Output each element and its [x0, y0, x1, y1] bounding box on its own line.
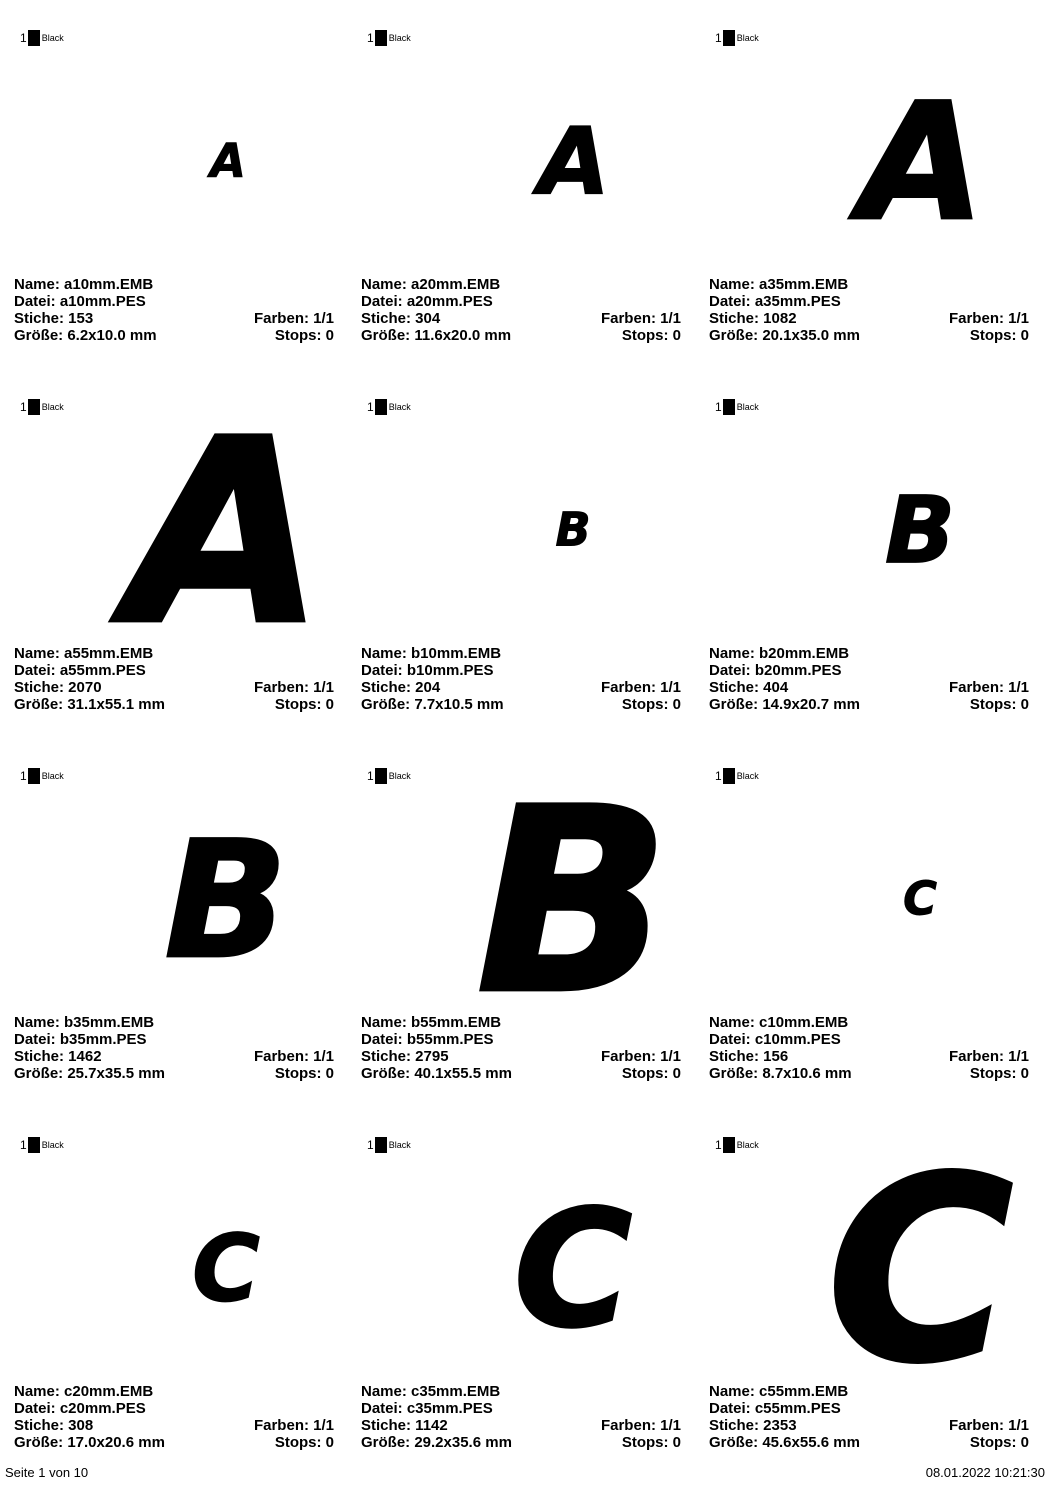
thread-name: Black: [388, 402, 411, 412]
stop-count: Stops: 0: [274, 696, 334, 713]
thread-number: 1: [20, 31, 27, 45]
embroidery-preview: [695, 738, 1043, 1008]
design-file: Datei: b20mm.PES: [709, 662, 842, 679]
embroidery-preview: [347, 738, 695, 1008]
embroidery-letter: C: [903, 871, 937, 926]
design-name: Name: a20mm.EMB: [361, 276, 501, 293]
thread-name: Black: [388, 33, 411, 43]
embroidery-preview: [695, 1107, 1043, 1377]
embroidery-letter: B: [555, 502, 591, 557]
design-name: Name: c35mm.EMB: [361, 1383, 501, 1400]
design-card: [695, 1107, 1043, 1476]
design-card: [695, 738, 1043, 1107]
design-card: [0, 0, 348, 369]
embroidery-letter: A: [538, 108, 610, 216]
print-timestamp: 08.01.2022 10:21:30: [925, 1465, 1045, 1480]
design-info: [361, 276, 681, 344]
embroidery-preview: [695, 0, 1043, 270]
design-size: Größe: 6.2x10.0 mm: [14, 327, 157, 344]
stop-count: Stops: 0: [969, 1434, 1029, 1451]
design-size: Größe: 20.1x35.0 mm: [709, 327, 860, 344]
design-name: Name: b20mm.EMB: [709, 645, 850, 662]
design-file: Datei: c20mm.PES: [14, 1400, 146, 1417]
design-file: Datei: b55mm.PES: [361, 1031, 494, 1048]
design-card: [695, 369, 1043, 738]
design-name: Name: b35mm.EMB: [14, 1014, 155, 1031]
stop-count: Stops: 0: [621, 696, 681, 713]
embroidery-preview: [695, 369, 1043, 639]
design-info: [14, 1383, 334, 1451]
design-size: Größe: 11.6x20.0 mm: [361, 327, 512, 344]
embroidery-letter: A: [210, 133, 246, 188]
design-size: Größe: 40.1x55.5 mm: [361, 1065, 512, 1082]
thread-number: 1: [367, 769, 374, 783]
design-size: Größe: 31.1x55.1 mm: [14, 696, 165, 713]
color-count: Farben: 1/1: [948, 1048, 1029, 1065]
design-card: [0, 369, 348, 738]
design-name: Name: a55mm.EMB: [14, 645, 154, 662]
thread-name: Black: [736, 771, 759, 781]
design-name: Name: a10mm.EMB: [14, 276, 154, 293]
stitch-count: Stiche: 153: [14, 310, 94, 327]
design-name: Name: b10mm.EMB: [361, 645, 502, 662]
design-file: Datei: c10mm.PES: [709, 1031, 841, 1048]
stitch-count: Stiche: 2353: [709, 1417, 797, 1434]
thread-number: 1: [715, 769, 722, 783]
stitch-count: Stiche: 404: [709, 679, 789, 696]
design-info: [709, 1383, 1029, 1451]
design-name: Name: b55mm.EMB: [361, 1014, 502, 1031]
design-size: Größe: 25.7x35.5 mm: [14, 1065, 165, 1082]
embroidery-letter: C: [192, 1215, 260, 1323]
embroidery-letter: A: [128, 385, 324, 639]
design-name: Name: c20mm.EMB: [14, 1383, 154, 1400]
thread-name: Black: [388, 771, 411, 781]
design-card: [0, 1107, 348, 1476]
design-card: [347, 1107, 695, 1476]
design-size: Größe: 29.2x35.6 mm: [361, 1434, 512, 1451]
thread-name: Black: [41, 1140, 64, 1150]
design-info: [14, 1014, 334, 1082]
color-count: Farben: 1/1: [253, 310, 334, 327]
stop-count: Stops: 0: [274, 1434, 334, 1451]
design-file: Datei: b10mm.PES: [361, 662, 494, 679]
thread-number: 1: [20, 769, 27, 783]
design-info: [361, 645, 681, 713]
design-size: Größe: 8.7x10.6 mm: [709, 1065, 852, 1082]
thread-number: 1: [715, 1138, 722, 1152]
stitch-count: Stiche: 1082: [709, 310, 797, 327]
embroidery-letter: A: [859, 68, 985, 256]
design-info: [361, 1014, 681, 1082]
thread-number: 1: [367, 400, 374, 414]
color-count: Farben: 1/1: [253, 1417, 334, 1434]
design-file: Datei: b35mm.PES: [14, 1031, 147, 1048]
stitch-count: Stiche: 1142: [361, 1417, 448, 1434]
stitch-count: Stiche: 204: [361, 679, 441, 696]
embroidery-preview: [347, 0, 695, 270]
embroidery-letter: C: [513, 1175, 633, 1363]
design-card: [347, 0, 695, 369]
embroidery-letter: B: [884, 477, 956, 585]
design-card: [695, 0, 1043, 369]
stop-count: Stops: 0: [969, 327, 1029, 344]
design-info: [709, 1014, 1029, 1082]
design-name: Name: c10mm.EMB: [709, 1014, 849, 1031]
thread-number: 1: [20, 400, 27, 414]
design-file: Datei: c35mm.PES: [361, 1400, 493, 1417]
color-count: Farben: 1/1: [948, 1417, 1029, 1434]
stitch-count: Stiche: 1462: [14, 1048, 102, 1065]
design-size: Größe: 17.0x20.6 mm: [14, 1434, 165, 1451]
thread-name: Black: [736, 1140, 759, 1150]
stop-count: Stops: 0: [621, 1434, 681, 1451]
design-info: [709, 645, 1029, 713]
page-number: Seite 1 von 10: [5, 1465, 89, 1480]
stop-count: Stops: 0: [621, 1065, 681, 1082]
design-info: [14, 276, 334, 344]
design-file: Datei: a10mm.PES: [14, 293, 146, 310]
stitch-count: Stiche: 2070: [14, 679, 102, 696]
design-file: Datei: c55mm.PES: [709, 1400, 841, 1417]
embroidery-letter: B: [164, 806, 288, 994]
stitch-count: Stiche: 308: [14, 1417, 94, 1434]
thread-name: Black: [41, 771, 64, 781]
design-info: [361, 1383, 681, 1451]
color-count: Farben: 1/1: [253, 679, 334, 696]
embroidery-preview: [0, 0, 348, 270]
stop-count: Stops: 0: [274, 1065, 334, 1082]
stop-count: Stops: 0: [969, 696, 1029, 713]
design-name: Name: c55mm.EMB: [709, 1383, 849, 1400]
stitch-count: Stiche: 156: [709, 1048, 789, 1065]
design-name: Name: a35mm.EMB: [709, 276, 849, 293]
embroidery-preview: [0, 738, 348, 1008]
thread-number: 1: [20, 1138, 27, 1152]
color-count: Farben: 1/1: [948, 310, 1029, 327]
design-card: [347, 738, 695, 1107]
thread-name: Black: [388, 1140, 411, 1150]
embroidery-letter: C: [827, 1123, 1013, 1377]
thread-number: 1: [367, 31, 374, 45]
embroidery-preview: [347, 369, 695, 639]
thread-number: 1: [367, 1138, 374, 1152]
embroidery-preview: [347, 1107, 695, 1377]
design-size: Größe: 14.9x20.7 mm: [709, 696, 860, 713]
stop-count: Stops: 0: [969, 1065, 1029, 1082]
color-count: Farben: 1/1: [600, 679, 681, 696]
stop-count: Stops: 0: [621, 327, 681, 344]
design-file: Datei: a20mm.PES: [361, 293, 493, 310]
design-file: Datei: a35mm.PES: [709, 293, 841, 310]
stitch-count: Stiche: 2795: [361, 1048, 449, 1065]
thread-name: Black: [736, 402, 759, 412]
thread-name: Black: [41, 402, 64, 412]
design-card: [0, 738, 348, 1107]
design-info: [709, 276, 1029, 344]
color-count: Farben: 1/1: [600, 1417, 681, 1434]
thread-name: Black: [41, 33, 64, 43]
embroidery-preview: [0, 1107, 348, 1377]
color-count: Farben: 1/1: [253, 1048, 334, 1065]
color-count: Farben: 1/1: [600, 1048, 681, 1065]
thread-name: Black: [736, 33, 759, 43]
color-count: Farben: 1/1: [948, 679, 1029, 696]
thread-number: 1: [715, 400, 722, 414]
design-size: Größe: 45.6x55.6 mm: [709, 1434, 860, 1451]
design-size: Größe: 7.7x10.5 mm: [361, 696, 504, 713]
color-count: Farben: 1/1: [600, 310, 681, 327]
embroidery-preview: [0, 369, 348, 639]
design-card: [347, 369, 695, 738]
embroidery-letter: B: [476, 754, 670, 1008]
stop-count: Stops: 0: [274, 327, 334, 344]
stitch-count: Stiche: 304: [361, 310, 441, 327]
thread-number: 1: [715, 31, 722, 45]
design-file: Datei: a55mm.PES: [14, 662, 146, 679]
design-info: [14, 645, 334, 713]
